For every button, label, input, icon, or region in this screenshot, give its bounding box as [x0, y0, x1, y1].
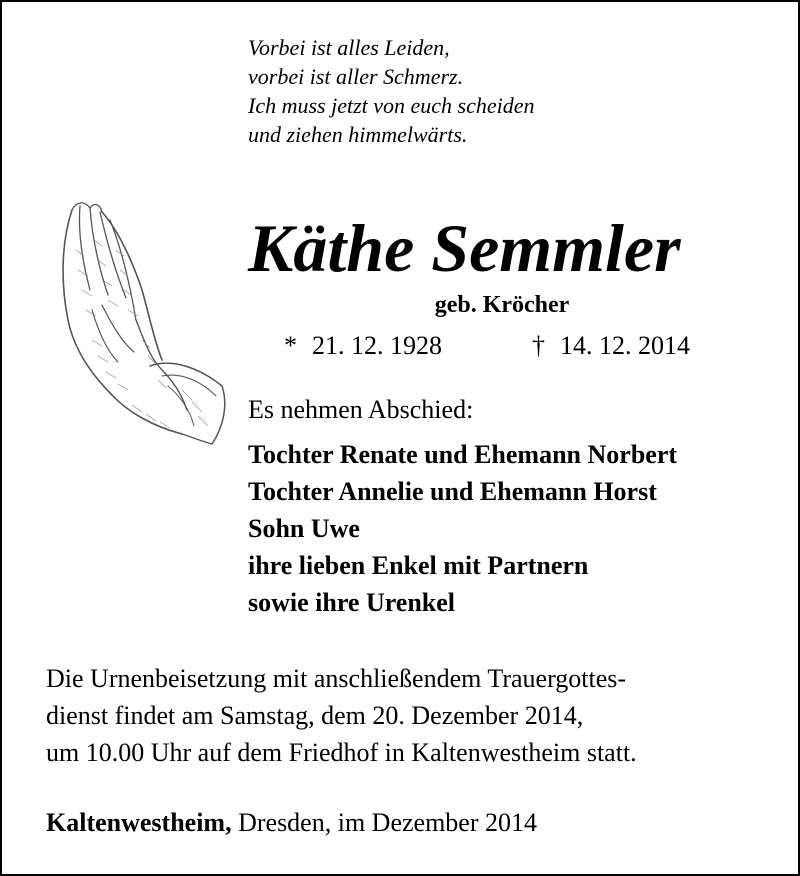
- praying-hands-icon: [32, 190, 232, 450]
- poem-line: und ziehen himmelwärts.: [248, 122, 468, 147]
- mourner-line: Tochter Renate und Ehemann Norbert: [248, 440, 678, 469]
- ceremony-line: Die Urnenbeisetzung mit anschließendem Trauergottes-: [46, 664, 627, 693]
- mourners-list: [248, 436, 677, 621]
- mourner-line: sowie ihre Urenkel: [248, 588, 456, 617]
- poem-line: Ich muss jetzt von euch scheiden: [248, 93, 535, 118]
- ceremony-line: um 10.00 Uhr auf dem Friedhof in Kaltenwestheim statt.: [46, 738, 637, 767]
- place-city: Kaltenwestheim,: [46, 808, 232, 837]
- birth-star-symbol: *: [284, 331, 297, 360]
- death-cross-symbol: †: [532, 331, 545, 360]
- mourner-line: Sohn Uwe: [248, 514, 360, 543]
- deceased-name: Käthe Semmler: [248, 210, 681, 286]
- mourner-line: ihre lieben Enkel mit Partnern: [248, 551, 589, 580]
- life-dates: [284, 330, 690, 362]
- ceremony-notice: [46, 660, 637, 771]
- death-group: [532, 330, 690, 362]
- poem-line: vorbei ist aller Schmerz.: [248, 64, 464, 89]
- place-rest: Dresden, im Dezember 2014: [231, 808, 537, 837]
- death-date: 14. 12. 2014: [560, 331, 690, 360]
- poem: [248, 33, 535, 149]
- place-and-date: [46, 804, 537, 841]
- maiden-name: geb. Kröcher: [434, 292, 570, 318]
- birth-date: 21. 12. 1928: [312, 331, 442, 360]
- ceremony-line: dienst findet am Samstag, dem 20. Dezember 2014,: [46, 701, 584, 730]
- farewell-intro: Es nehmen Abschied:: [248, 395, 474, 424]
- poem-line: Vorbei ist alles Leiden,: [248, 35, 450, 60]
- mourner-line: Tochter Annelie und Ehemann Horst: [248, 477, 657, 506]
